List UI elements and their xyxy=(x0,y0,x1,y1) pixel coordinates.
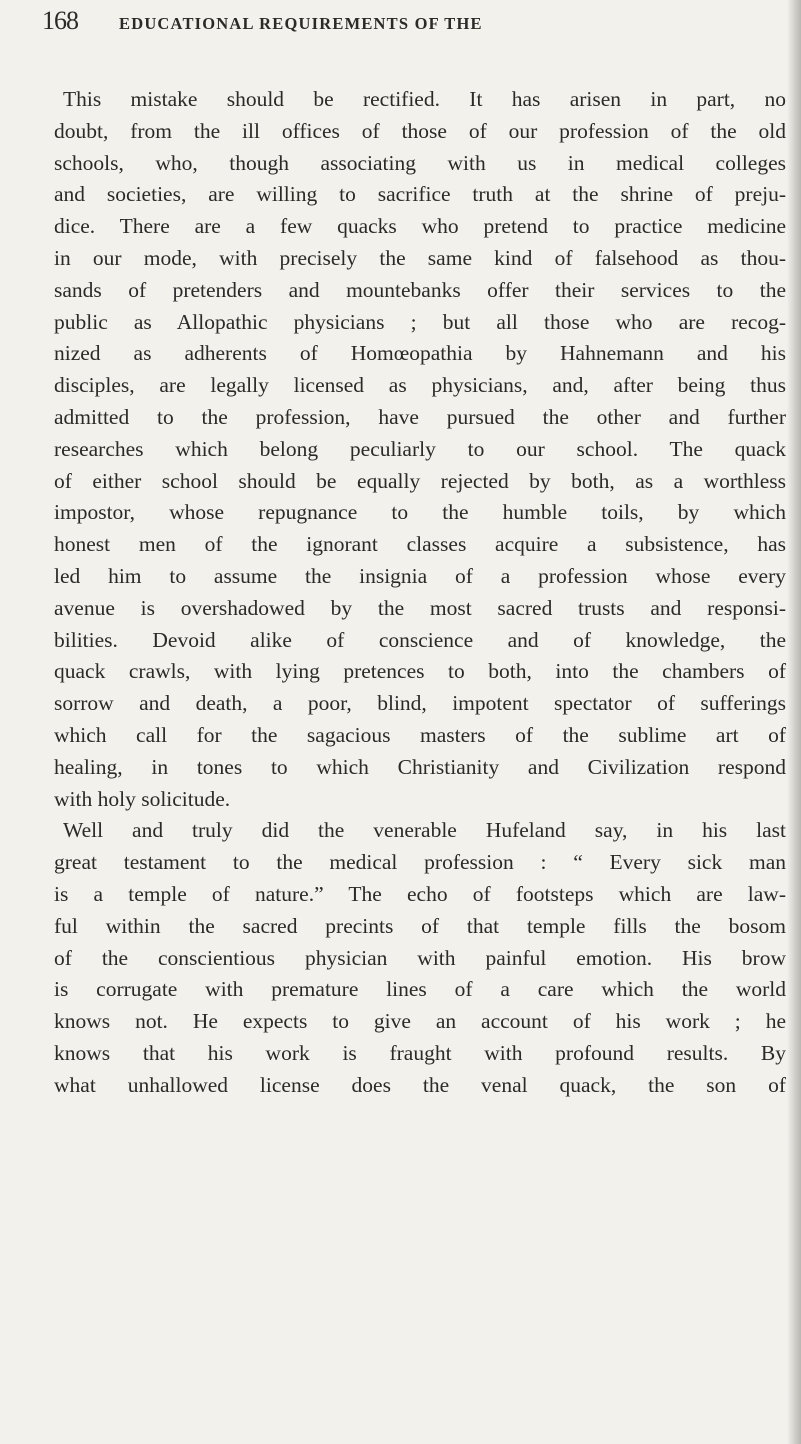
text-line: Well and truly did the venerable Hufeland say, in his last xyxy=(63,818,786,843)
text-line: of the conscientious physician with painful emotion. His brow xyxy=(54,945,786,970)
text-line: nized as adherents of Homœopathia by Hahnemann and his xyxy=(54,341,786,366)
text-line: doubt, from the ill offices of those of our profession of the old xyxy=(54,118,786,143)
text-line: ful within the sacred precints of that temple fills the bosom xyxy=(54,913,786,938)
text-line: and societies, are willing to sacrifice truth at the shrine of preju- xyxy=(54,182,786,207)
text-line: sands of pretenders and mountebanks offer their services to the xyxy=(54,277,786,302)
text-line: honest men of the ignorant classes acquire a subsistence, has xyxy=(54,532,786,557)
running-title: EDUCATIONAL REQUIREMENTS OF THE xyxy=(119,14,483,33)
text-line: dice. There are a few quacks who pretend to practice medicine xyxy=(54,214,786,239)
text-line: admitted to the profession, have pursued the other and further xyxy=(54,404,786,429)
text-line: with holy solicitude. xyxy=(54,786,231,811)
text-line: avenue is overshadowed by the most sacred trusts and responsi- xyxy=(54,595,786,620)
text-line: public as Allopathic physicians ; but all those who are recog- xyxy=(54,309,786,334)
text-line: what unhallowed license does the venal quack, the son of xyxy=(54,1072,786,1097)
text-line: bilities. Devoid alike of conscience and of knowledge, the xyxy=(54,627,786,652)
body-text xyxy=(54,84,786,1102)
text-line: disciples, are legally licensed as physicians, and, after being thus xyxy=(54,373,786,398)
text-line: sorrow and death, a poor, blind, impotent spectator of sufferings xyxy=(54,691,786,716)
page-edge-shadow xyxy=(787,0,801,1444)
text-line: knows not. He expects to give an account of his work ; he xyxy=(54,1009,786,1034)
text-line: healing, in tones to which Christianity and Civilization respond xyxy=(54,754,786,779)
text-line: great testament to the medical profession : “ Every sick man xyxy=(54,850,786,875)
page-number: 168 xyxy=(42,6,78,35)
text-line: impostor, whose repugnance to the humble toils, by which xyxy=(54,500,786,525)
text-line: schools, who, though associating with us in medical colleges xyxy=(54,150,786,175)
text-line: which call for the sagacious masters of the sublime art of xyxy=(54,722,786,747)
text-line: This mistake should be rectified. It has arisen in part, no xyxy=(63,87,786,111)
text-line: is corrugate with premature lines of a care which the world xyxy=(54,977,786,1002)
text-line: knows that his work is fraught with profound results. By xyxy=(54,1040,786,1065)
text-line: is a temple of nature.” The echo of footsteps which are law- xyxy=(54,881,786,906)
text-line: led him to assume the insignia of a profession whose every xyxy=(54,563,786,588)
text-line: in our mode, with precisely the same kind of falsehood as thou- xyxy=(54,245,786,270)
text-line: quack crawls, with lying pretences to both, into the chambers of xyxy=(54,659,786,684)
text-line: researches which belong peculiarly to our school. The quack xyxy=(54,436,786,461)
text-line: of either school should be equally rejected by both, as a worthless xyxy=(54,468,786,493)
